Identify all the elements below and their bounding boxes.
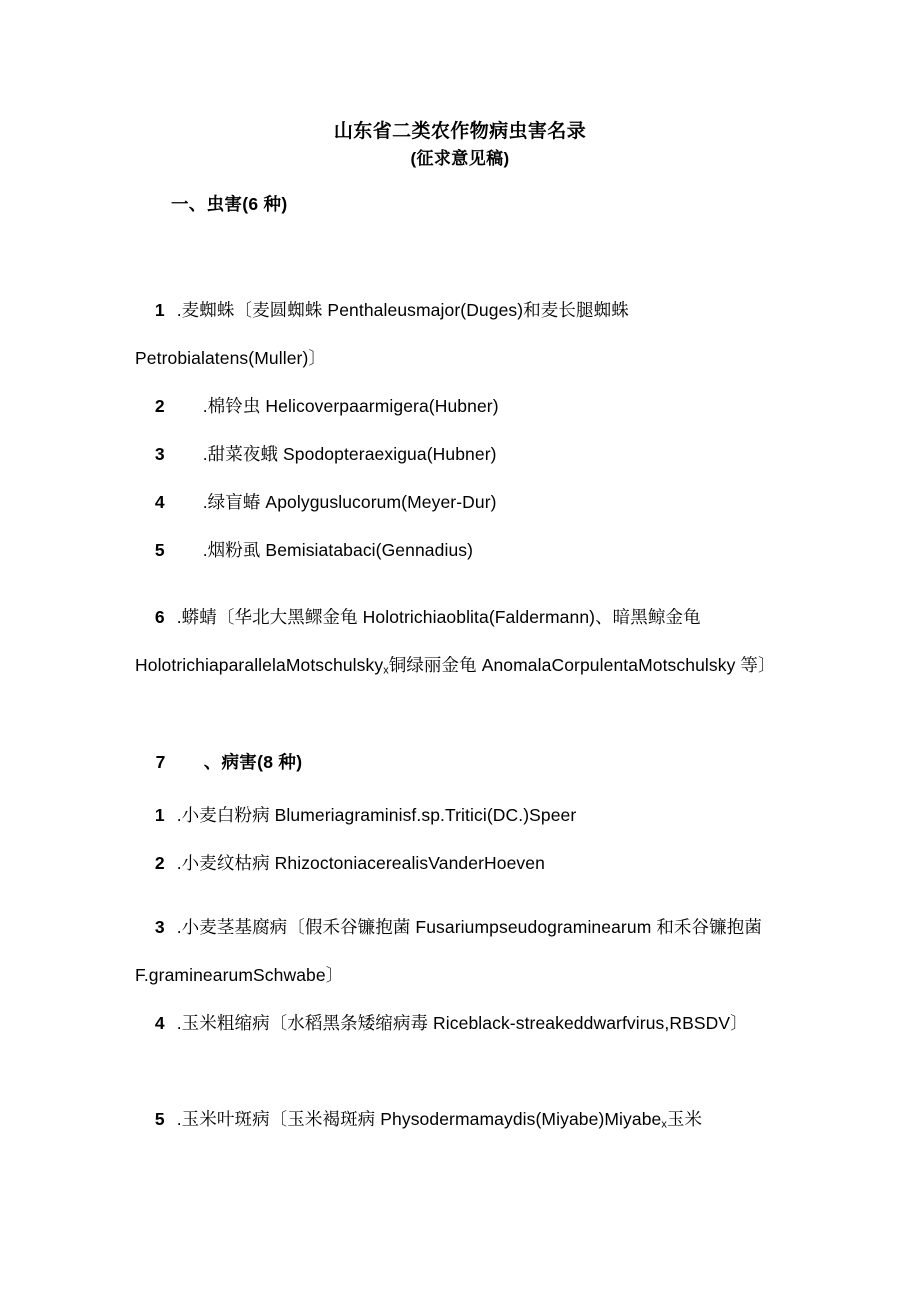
list-item-number: 2 (154, 396, 165, 416)
subscript-marker: x (383, 664, 389, 677)
section-heading-label: 、病害(8 种) (203, 752, 303, 772)
list-item-separator: . (176, 1109, 182, 1129)
list-item (135, 1047, 785, 1191)
list-item-number: 6 (154, 607, 165, 627)
list-item-text: 棉铃虫 Helicoverpaarmigera(Hubner) (207, 396, 499, 416)
list-item-text: 小麦纹枯病 RhizoctoniacerealisVanderHoeven (181, 853, 545, 873)
list-item-text: 绿盲蝽 Apolyguslucorum(Meyer-Dur) (207, 492, 497, 512)
page-title: 山东省二类农作物病虫害名录 (333, 121, 587, 142)
list-item-text: 玉米粗缩病〔水稻黑条矮缩病毒 Riceblack-streakeddwarfvirus,RBSDV〕 (181, 1013, 748, 1033)
list-item-text: 小麦茎基腐病〔假禾谷镰抱菌 Fusariumpseudograminearum 和禾谷镰抱菌 F.graminearumSchwabe〕 (135, 917, 767, 985)
section-heading-pests: 一、虫害(6 种) (171, 194, 288, 214)
list-item-separator: . (176, 1013, 182, 1033)
page-subtitle: (征求意见稿) (410, 149, 510, 168)
list-item-number: 4 (154, 1013, 165, 1033)
list-item-separator: . (176, 853, 182, 873)
list-item-number: 1 (154, 805, 165, 825)
list-item-number: 5 (154, 1109, 165, 1129)
list-item-text: 玉米叶斑病〔玉米褐斑病 Physodermamaydis(Miyabe)Miyabe (181, 1109, 662, 1129)
list-item-text: 麦蜘蛛〔麦圆蜘蛛 Penthaleusmajor(Duges)和麦长腿蜘蛛 Petrobialatens(Muller)〕 (135, 300, 634, 368)
list-item-separator: . (176, 300, 182, 320)
list-item-text: 烟粉虱 Bemisiatabaci(Gennadius) (207, 540, 474, 560)
list-item-separator: . (202, 444, 208, 464)
list-item-separator: . (176, 917, 182, 937)
list-item-text-continued: 铜绿丽金龟 AnomalaCorpulentaMotschulsky 等〕 (388, 655, 776, 675)
list-item-separator: . (176, 805, 182, 825)
list-item-separator: . (202, 540, 208, 560)
list-item-text-continued: 玉米 (666, 1109, 703, 1129)
list-item-separator: . (202, 492, 208, 512)
subscript-marker: x (661, 1118, 667, 1131)
list-item-text: 蟒蜻〔华北大黑鳏金龟 Holotrichiaoblita(Faldermann)、暗黑鲸金龟 HolotrichiaparallelaMotschulsky (135, 607, 706, 675)
list-item-separator: . (202, 396, 208, 416)
list-item-number: 3 (154, 444, 165, 464)
list-item-text: 甜菜夜蛾 Spodopteraexigua(Hubner) (207, 444, 497, 464)
list-item-number: 1 (154, 300, 165, 320)
list-item-number: 3 (154, 917, 165, 937)
list-item-separator: . (176, 607, 182, 627)
list-item-number: 4 (154, 492, 165, 512)
list-item-number: 5 (154, 540, 165, 560)
section-heading-number: 7 (155, 752, 166, 772)
list-item-number: 2 (154, 853, 165, 873)
list-item-text: 小麦白粉病 Blumeriagraminisf.sp.Tritici(DC.)Speer (181, 805, 577, 825)
